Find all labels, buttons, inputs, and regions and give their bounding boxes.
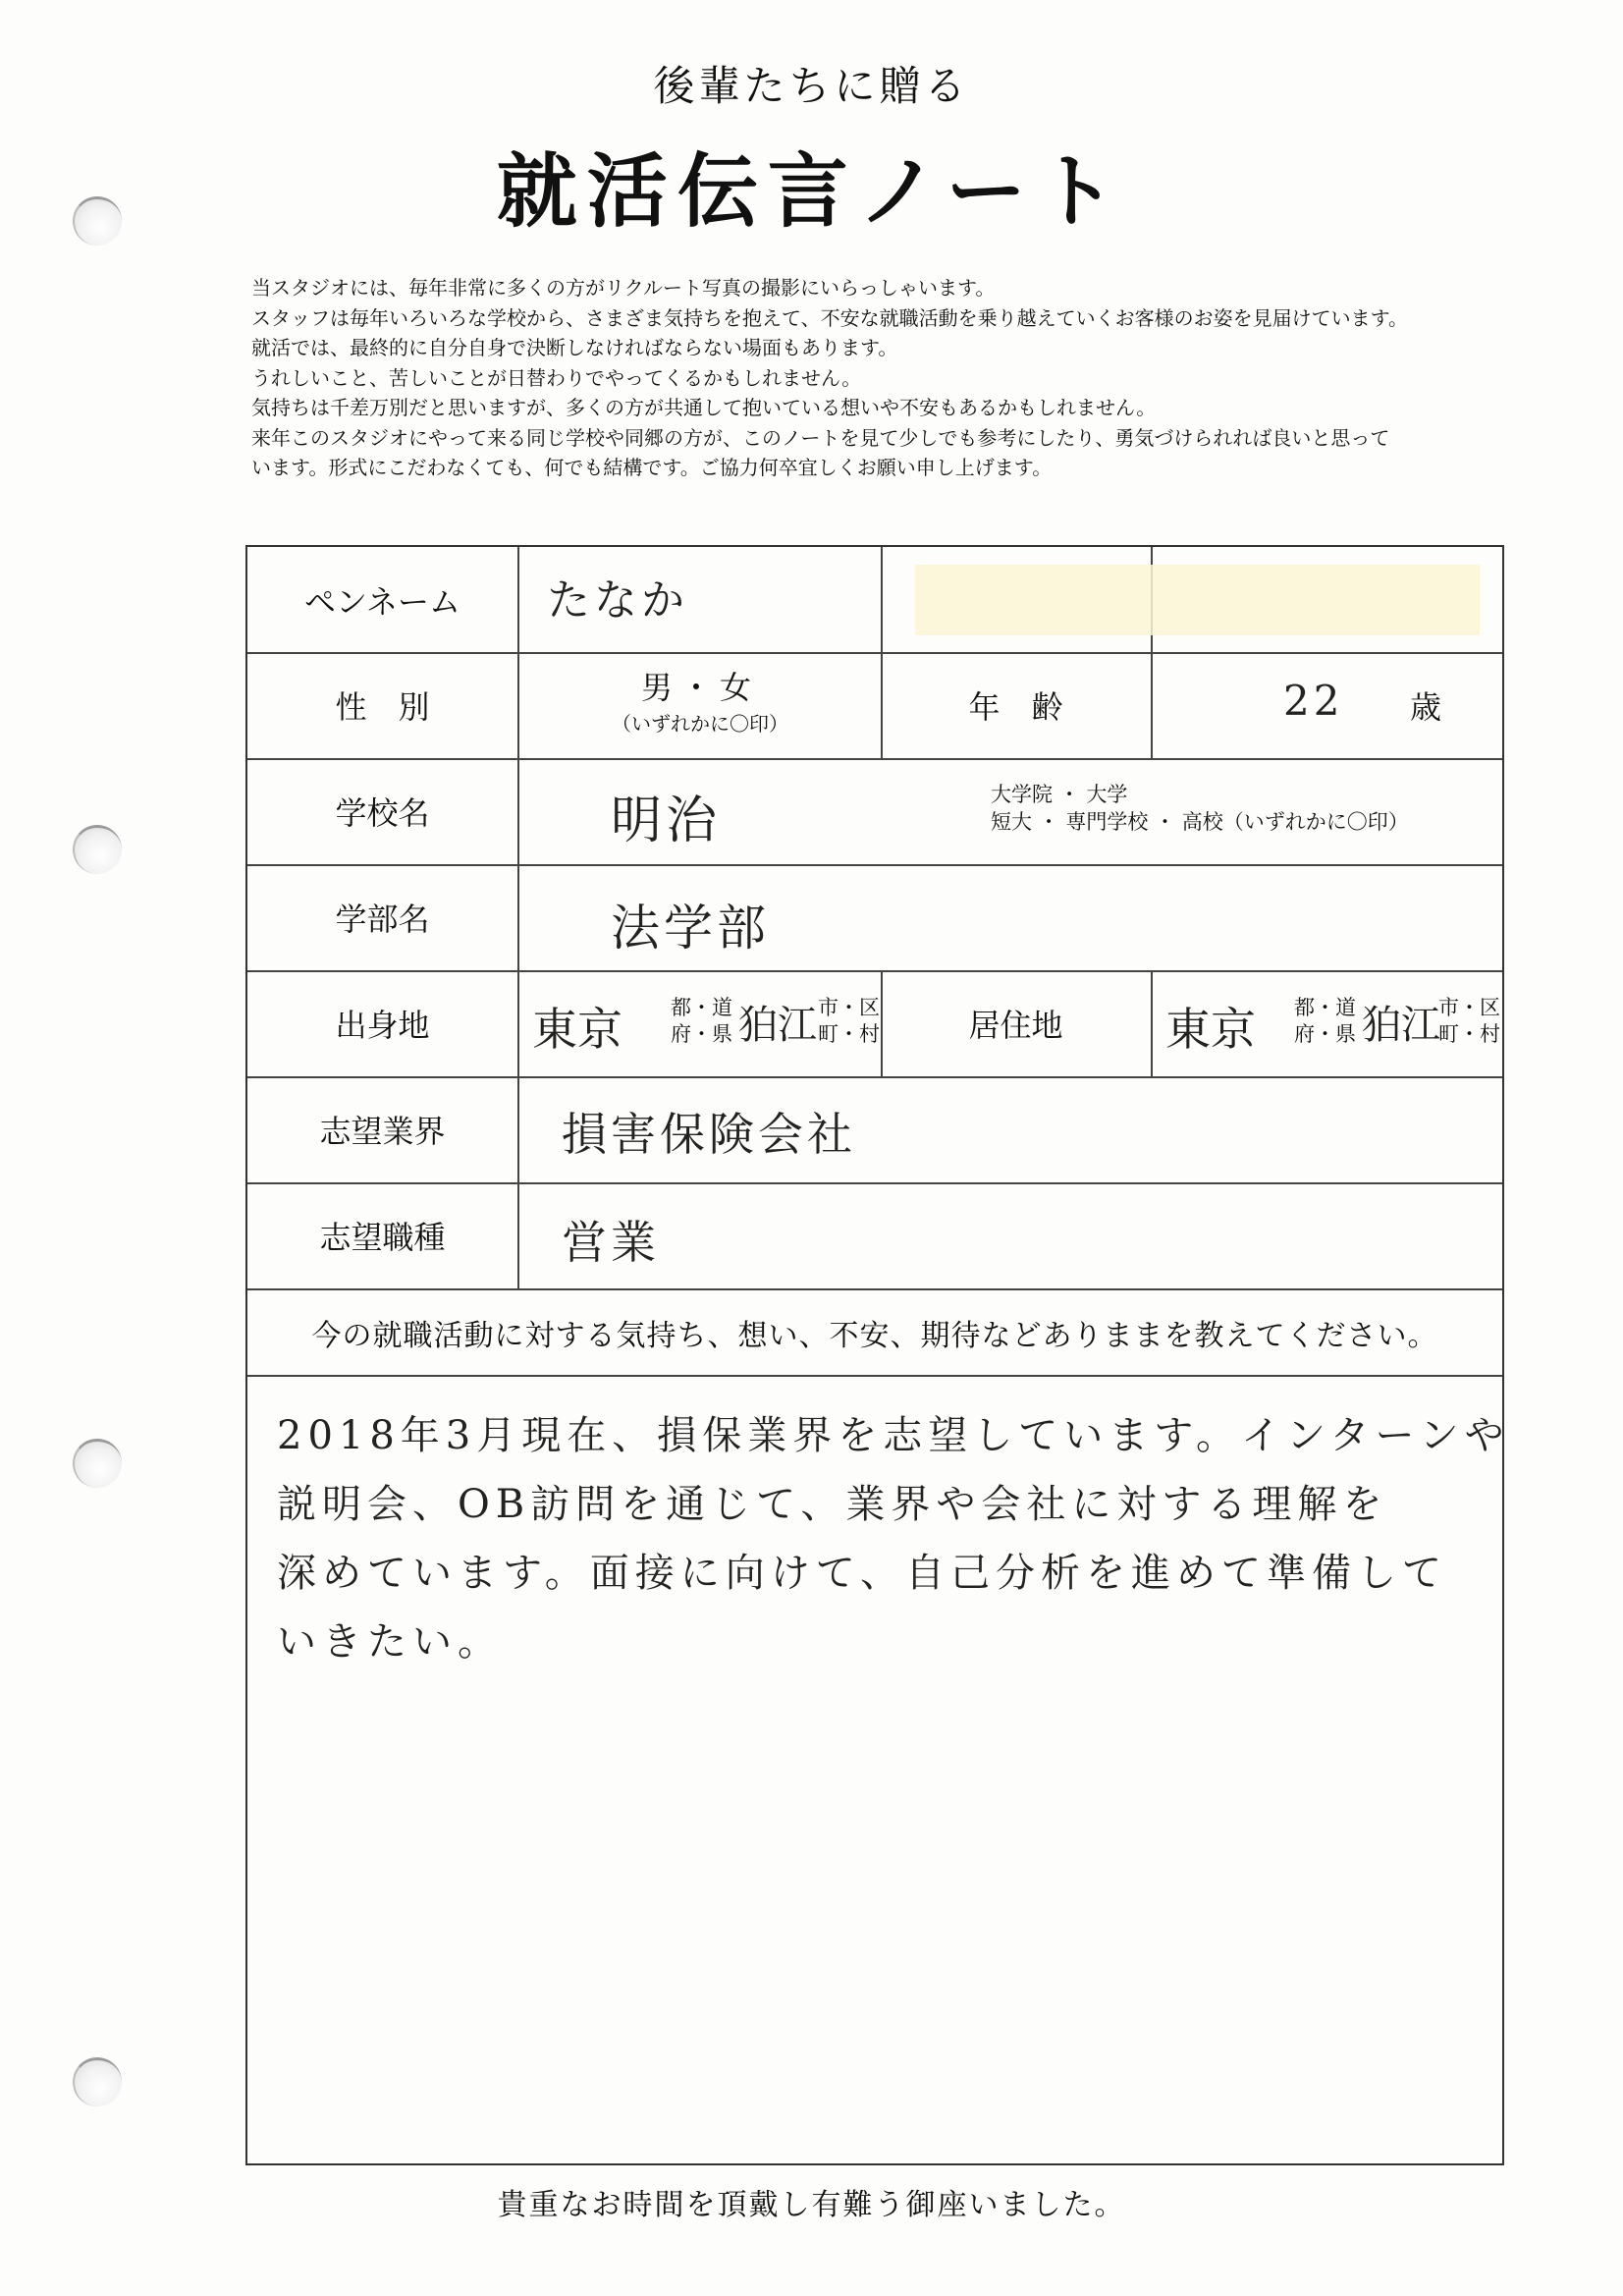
intro-line: 当スタジオには、毎年非常に多くの方がリクルート写真の撮影にいらっしゃいます。 bbox=[251, 276, 996, 300]
intro-text bbox=[251, 273, 1587, 483]
city-unit-line: 市・区 bbox=[818, 996, 880, 1019]
pref-unit-line: 府・県 bbox=[1294, 1022, 1356, 1046]
faculty-value[interactable]: 法学部 bbox=[611, 900, 770, 957]
gender-field[interactable] bbox=[519, 663, 881, 737]
school-type-line: 大学院 ・ 大学 bbox=[991, 783, 1128, 806]
page-title: 就活伝言ノート bbox=[496, 145, 1127, 239]
city-unit-line: 市・区 bbox=[1438, 996, 1500, 1019]
intro-line: います。形式にこだわなくても、何でも結構です。ご協力何卒宜しくお願い申し上げます。 bbox=[251, 456, 1053, 479]
hometown-city-value[interactable]: 狛江 bbox=[738, 1003, 817, 1048]
age-value[interactable]: 22 bbox=[1283, 677, 1344, 725]
intro-line: 気持ちは千差万別だと思いますが、多くの方が共通して抱いている想いや不安もあるかもしれません。 bbox=[251, 396, 1157, 419]
form-table bbox=[245, 545, 1510, 2165]
footer-thanks: 貴重なお時間を頂戴し有難う御座いました。 bbox=[497, 2188, 1126, 2222]
residence-city-value[interactable]: 狛江 bbox=[1362, 1003, 1440, 1048]
pref-unit-line: 都・道 bbox=[671, 996, 732, 1019]
punch-hole bbox=[73, 1439, 122, 1488]
label-hometown: 出身地 bbox=[335, 1007, 430, 1044]
punch-hole bbox=[73, 825, 122, 874]
redacted-area bbox=[915, 565, 1480, 635]
city-units bbox=[1437, 995, 1501, 1048]
label-industry: 志望業界 bbox=[319, 1113, 446, 1150]
label-school: 学校名 bbox=[335, 794, 430, 832]
label-job: 志望職種 bbox=[319, 1219, 446, 1256]
city-unit-line: 町・村 bbox=[818, 1022, 880, 1046]
gender-hint: （いずれかに〇印） bbox=[612, 712, 788, 736]
question-text: 今の就職活動に対する気持ち、想い、不安、期待などありままを教えてください。 bbox=[311, 1319, 1438, 1353]
school-type-options[interactable] bbox=[991, 781, 1409, 836]
intro-line: 来年このスタジオにやって来る同じ学校や同郷の方が、このノートを見て少しでも参考にしたり、勇気づけられれば良いと思って bbox=[251, 425, 1390, 450]
answer-line: 説明会、OB訪問を通じて、業界や会社に対する理解を bbox=[277, 1482, 1388, 1527]
industry-value[interactable]: 損害保険会社 bbox=[562, 1108, 856, 1161]
residence-pref-value[interactable]: 東京 bbox=[1165, 1003, 1256, 1056]
label-residence: 居住地 bbox=[968, 1007, 1063, 1044]
city-units bbox=[817, 995, 881, 1048]
answer-line: いきたい。 bbox=[277, 1619, 503, 1665]
label-age: 年 齢 bbox=[968, 688, 1063, 726]
intro-line: うれしいこと、苦しいことが日替わりでやってくるかもしれません。 bbox=[251, 365, 862, 390]
label-faculty: 学部名 bbox=[335, 901, 430, 938]
page-subtitle: 後輩たちに贈る bbox=[653, 62, 970, 110]
pen-name-value[interactable]: たなか bbox=[547, 575, 688, 626]
answer-line: 2018年3月現在、損保業界を志望しています。インターンや bbox=[277, 1413, 1510, 1458]
pref-unit-line: 府・県 bbox=[671, 1022, 732, 1046]
pref-units bbox=[665, 995, 738, 1048]
school-type-line: 短大 ・ 専門学校 ・ 高校（いずれかに〇印） bbox=[991, 810, 1409, 834]
label-gender: 性 別 bbox=[335, 688, 430, 726]
answer-text[interactable] bbox=[277, 1401, 1510, 1676]
pref-unit-line: 都・道 bbox=[1294, 996, 1356, 1019]
age-unit: 歳 bbox=[1409, 688, 1441, 726]
pref-units bbox=[1288, 995, 1362, 1048]
city-unit-line: 町・村 bbox=[1438, 1022, 1500, 1046]
school-value[interactable]: 明治 bbox=[611, 792, 722, 850]
label-pen-name: ペンネーム bbox=[303, 582, 461, 621]
hometown-pref-value[interactable]: 東京 bbox=[532, 1003, 622, 1056]
job-value[interactable]: 営業 bbox=[562, 1216, 660, 1269]
gender-options: 男・女 bbox=[640, 669, 759, 706]
punch-hole bbox=[73, 2057, 122, 2106]
answer-line: 深めています。面接に向けて、自己分析を進めて準備して bbox=[277, 1551, 1447, 1596]
intro-line: 就活では、最終的に自分自身で決断しなければならない場面もあります。 bbox=[251, 336, 898, 359]
intro-line: スタッフは毎年いろいろな学校から、さまざま気持ちを抱えて、不安な就職活動を乗り越えていくお客様のお姿を見届けています。 bbox=[251, 305, 1408, 330]
